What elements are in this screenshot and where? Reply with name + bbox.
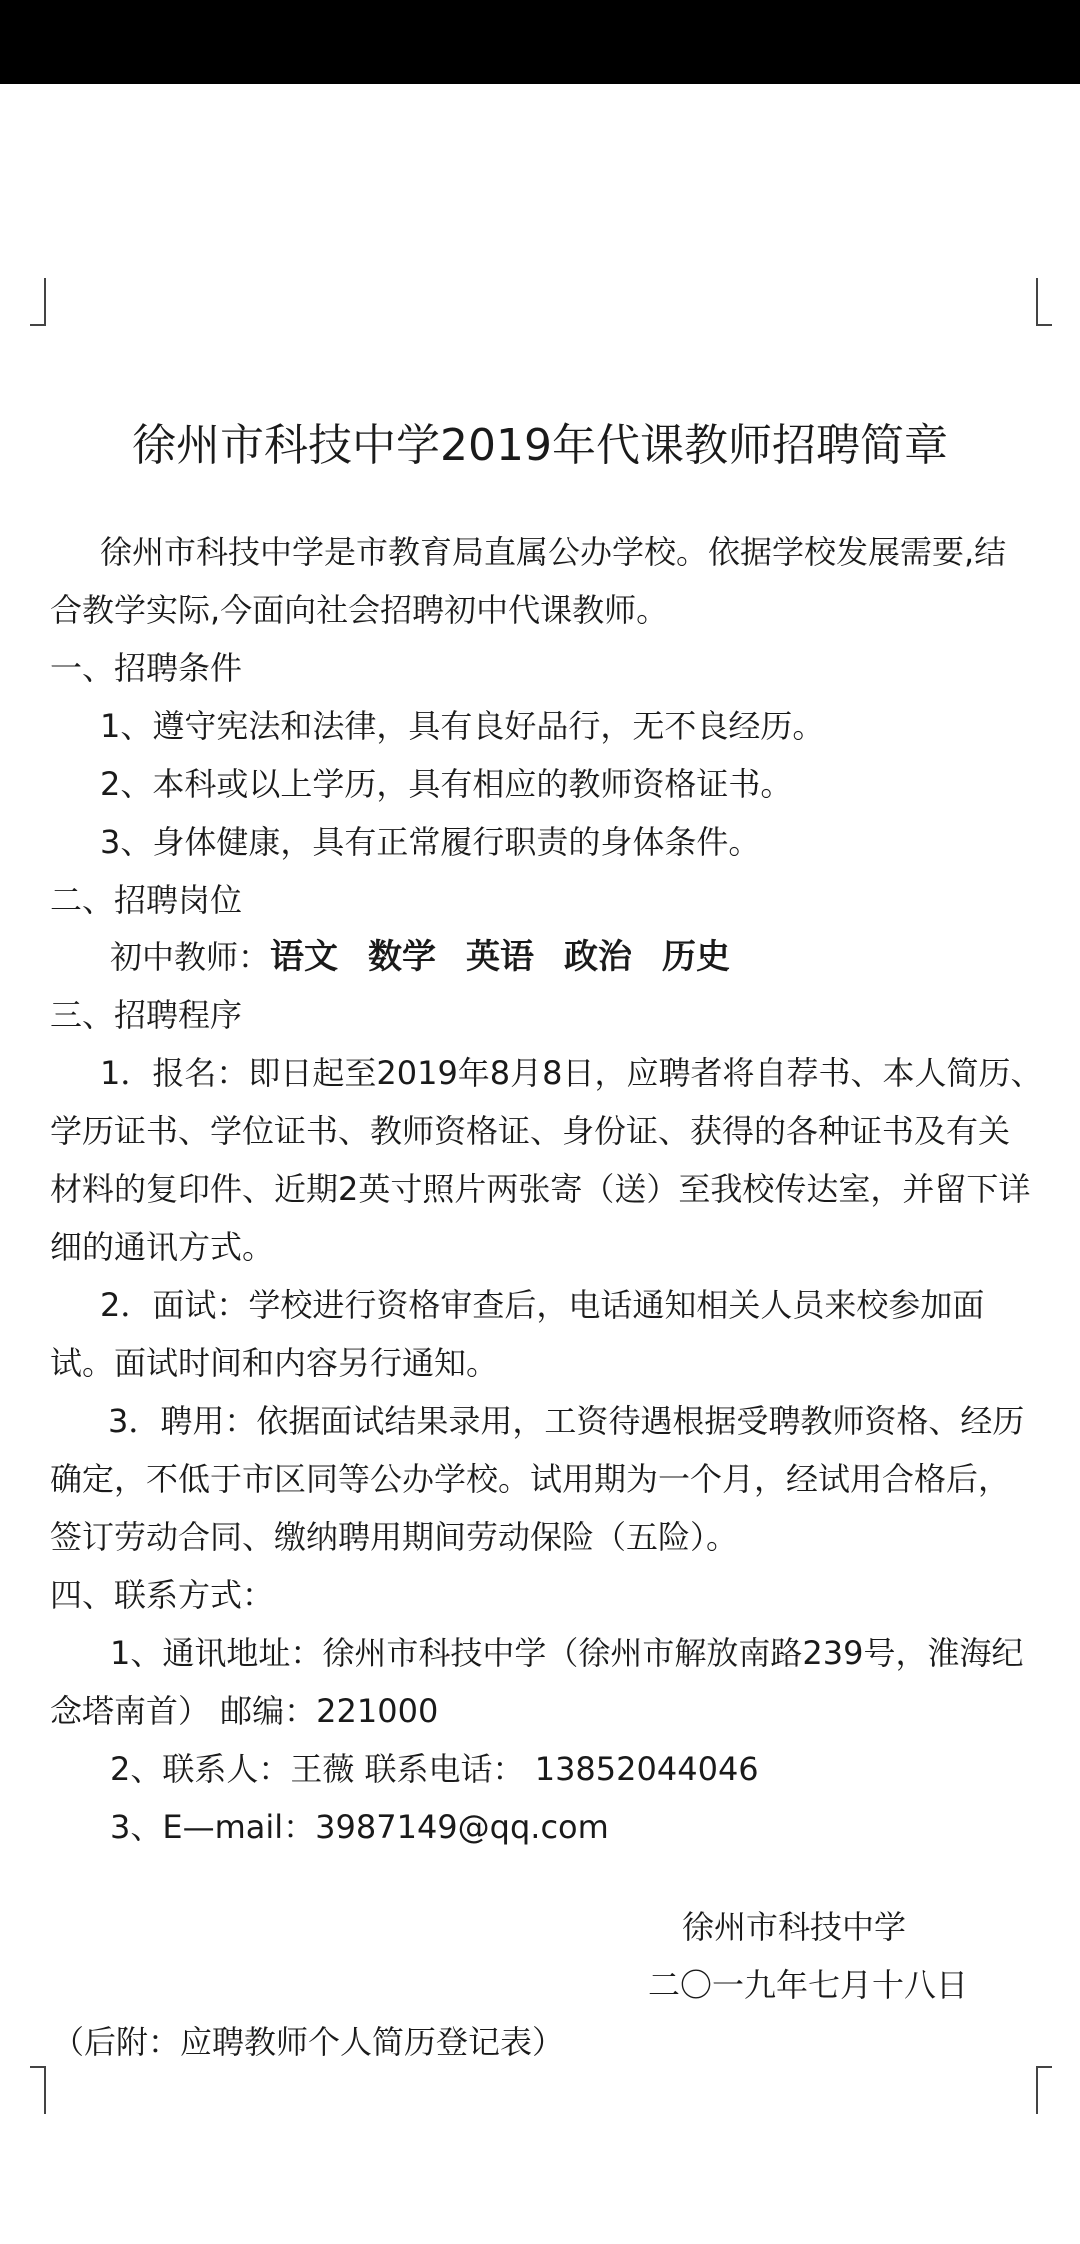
condition-item-2: 2、本科或以上学历，具有相应的教师资格证书。 — [100, 765, 793, 803]
subject-chinese: 语文 — [270, 937, 339, 977]
position-label: 初中教师： — [110, 938, 271, 976]
section-3-heading: 三、招聘程序 — [50, 996, 243, 1034]
contact-person: 2、联系人：王薇 联系电话： 13852044046 — [110, 1750, 759, 1788]
procedure-3-line-3: 签订劳动合同、缴纳聘用期间劳动保险（五险）。 — [50, 1518, 739, 1556]
contact-address-line-1: 1、通讯地址：徐州市科技中学（徐州市解放南路239号，淮海纪 — [110, 1634, 1024, 1672]
signature-date: 二〇一九年七月十八日 — [648, 1966, 969, 2004]
contact-address-line-2: 念塔南首） 邮编：221000 — [50, 1692, 439, 1730]
procedure-3-line-1: 3．聘用：依据面试结果录用，工资待遇根据受聘教师资格、经历 — [108, 1402, 1025, 1440]
status-bar — [0, 0, 1080, 84]
subject-politics: 政治 — [564, 937, 633, 977]
procedure-1-line-4: 细的通讯方式。 — [50, 1228, 275, 1266]
procedure-3-line-2: 确定，不低于市区同等公办学校。试用期为一个月，经试用合格后， — [50, 1460, 1011, 1498]
crop-mark-bottom-left — [30, 2066, 46, 2114]
procedure-1-line-1: 1．报名：即日起至2019年8月8日，应聘者将自荐书、本人简历、 — [100, 1054, 1043, 1092]
section-1-heading: 一、招聘条件 — [50, 649, 243, 687]
condition-item-3: 3、身体健康，具有正常履行职责的身体条件。 — [100, 823, 761, 861]
crop-mark-bottom-right — [1036, 2066, 1052, 2114]
section-4-heading: 四、联系方式： — [50, 1576, 275, 1614]
condition-item-1: 1、遵守宪法和法律，具有良好品行，无不良经历。 — [100, 707, 825, 745]
intro-line-1: 徐州市科技中学是市教育局直属公办学校。依据学校发展需要,结 — [100, 533, 1007, 571]
procedure-2-line-2: 试。面试时间和内容另行通知。 — [50, 1344, 499, 1382]
page-title: 徐州市科技中学2019年代课教师招聘简章 — [132, 420, 948, 471]
appendix-note: （后附：应聘教师个人简历登记表） — [52, 2023, 565, 2061]
contact-email: 3、E—mail：3987149@qq.com — [110, 1808, 609, 1846]
procedure-1-line-2: 学历证书、学位证书、教师资格证、身份证、获得的各种证书及有关 — [50, 1112, 1011, 1150]
signature-school: 徐州市科技中学 — [682, 1908, 907, 1946]
procedure-1-line-3: 材料的复印件、近期2英寸照片两张寄（送）至我校传达室，并留下详 — [50, 1170, 1031, 1208]
section-2-heading: 二、招聘岗位 — [50, 881, 243, 919]
intro-line-2: 合教学实际,今面向社会招聘初中代课教师。 — [50, 591, 669, 629]
crop-mark-top-right — [1036, 278, 1052, 326]
procedure-2-line-1: 2．面试：学校进行资格审查后，电话通知相关人员来校参加面 — [100, 1286, 985, 1324]
position-row — [110, 937, 730, 977]
crop-mark-top-left — [30, 278, 46, 326]
subject-english: 英语 — [466, 937, 535, 977]
subject-history: 历史 — [662, 937, 731, 977]
subject-math: 数学 — [368, 937, 437, 977]
document-page — [0, 84, 1080, 2244]
